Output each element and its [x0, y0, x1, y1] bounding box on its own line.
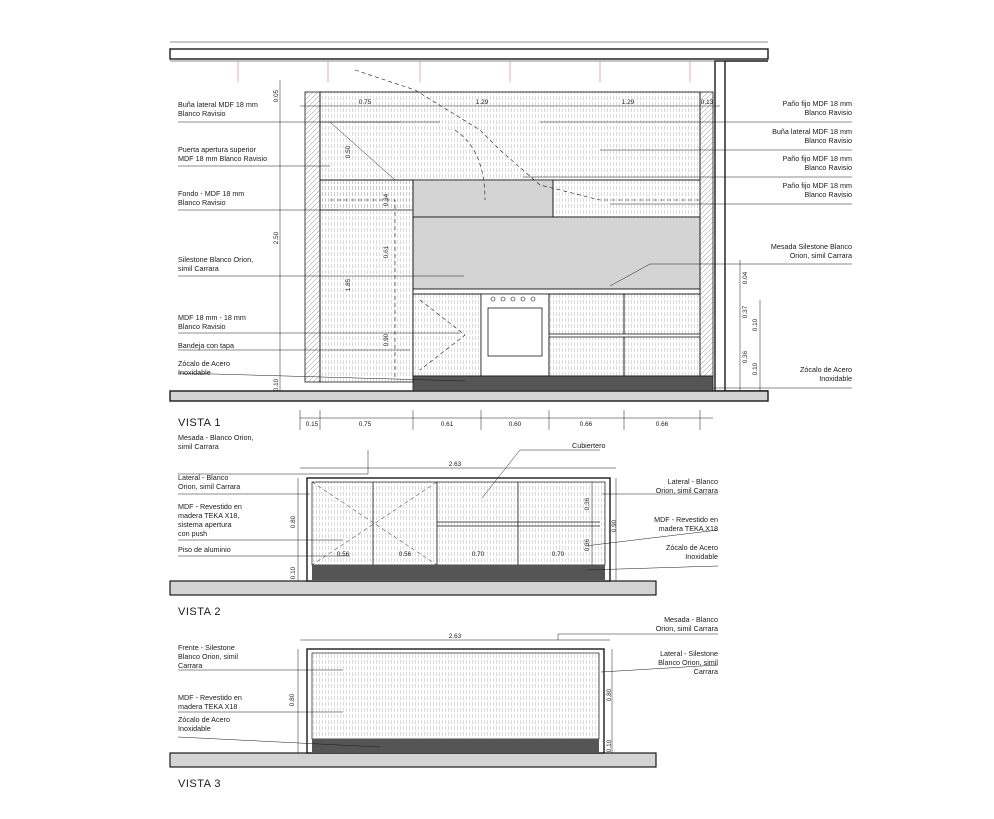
module-dim: 0.70 [471, 551, 485, 558]
label-left-0: Blanco Orion, simil [178, 652, 238, 661]
vertical-dim: 0.37 [742, 305, 749, 319]
vertical-dim: 1.85 [345, 278, 352, 292]
floor-slab [170, 391, 768, 401]
top-dim: 0.13 [700, 99, 714, 106]
vertical-dim: 0.10 [752, 318, 759, 332]
label-left-3: simil Carrara [178, 264, 219, 273]
tall-column [305, 92, 320, 382]
label-left-6: Zócalo de Acero [178, 359, 230, 368]
bottom-dim: 0.75 [358, 421, 372, 428]
view-2-floor [170, 581, 656, 595]
label-left-1: MDF - Revestido en [178, 693, 242, 702]
bottom-dim: 0.66 [655, 421, 669, 428]
right-wall [715, 61, 725, 391]
label-left-2: MDF - Revestido en [178, 502, 242, 511]
label-right-1: Lateral - Silestone [660, 649, 718, 658]
vertical-dim: 0.10 [290, 566, 297, 580]
vertical-dim: 0.50 [345, 145, 352, 159]
vertical-dim: 0.34 [383, 193, 390, 207]
top-dim: 1.29 [621, 99, 635, 106]
label-right-1: Buña lateral MDF 18 mm [772, 127, 852, 136]
label-right-5: Zócalo de Acero [800, 365, 852, 374]
vertical-dim: 0.10 [752, 362, 759, 376]
view-2 [170, 433, 718, 618]
label-left-2: Inoxidable [178, 724, 211, 733]
label-left-1: MDF 18 mm Blanco Ravisio [178, 154, 268, 163]
label-left-2: madera TEKA X18, [178, 511, 240, 520]
vertical-dim: 0.80 [289, 693, 296, 707]
vertical-dim: 0.90 [383, 333, 390, 347]
module-dim: 0.70 [551, 551, 565, 558]
label-left-0: Mesada - Blanco Orion, [178, 433, 254, 442]
label-left-0: Blanco Ravisio [178, 109, 226, 118]
view-1-title: VISTA 1 [178, 417, 222, 429]
top-dim: 1.29 [475, 99, 489, 106]
tall-cabinet [320, 180, 413, 382]
label-right-0: Orion, simil Carrara [655, 486, 718, 495]
label-left-5: Bandeja con tapa [178, 341, 234, 350]
label-left-3: Silestone Blanco Orion, [178, 255, 254, 264]
label-left-0: Buña lateral MDF 18 mm [178, 100, 258, 109]
label-right-1: MDF - Revestido en [654, 515, 718, 524]
vertical-dim: 0.10 [606, 739, 613, 753]
label-left-2: Zócalo de Acero [178, 715, 230, 724]
upper-cabinet [320, 92, 700, 180]
label-right-2: Blanco Ravisio [804, 163, 852, 172]
label-left-1: madera TEKA X18 [178, 702, 238, 711]
label-right-1: Blanco Orion, simil [658, 658, 718, 667]
label-right-5: Inoxidable [819, 374, 852, 383]
label-right-1: madera TEKA X18 [658, 524, 718, 533]
label-left-0: Frente - Silestone [178, 643, 235, 652]
bottom-dim: 0.15 [305, 421, 319, 428]
label-left-4: Blanco Ravisio [178, 322, 226, 331]
total-dim: 2.63 [448, 633, 462, 640]
total-dim: 2.63 [448, 461, 462, 468]
label-right-0: Paño fijo MDF 18 mm [782, 99, 852, 108]
label-left-2: sistema apertura [178, 520, 232, 529]
niche [413, 180, 553, 217]
vertical-dim: 0.05 [273, 89, 280, 103]
view-2-title: VISTA 2 [178, 606, 222, 618]
label-right-2: Zócalo de Acero [666, 543, 718, 552]
label-left-6: Inoxidable [178, 368, 211, 377]
vertical-dim: 0.36 [742, 350, 749, 364]
callout-label: Cubiertero [572, 441, 606, 450]
label-left-2: Fondo - MDF 18 mm [178, 189, 245, 198]
label-left-4: MDF 18 mm - 18 mm [178, 313, 246, 322]
label-right-0: Lateral - Blanco [667, 477, 718, 486]
view-3-floor [170, 753, 656, 767]
vertical-dim: 0.61 [383, 245, 390, 259]
label-left-2: Blanco Ravisio [178, 198, 226, 207]
view-1-right-labels [771, 99, 852, 383]
view-1-left-labels [178, 100, 267, 377]
view-3-title: VISTA 3 [178, 778, 222, 790]
bottom-dim: 0.60 [508, 421, 522, 428]
label-right-4: Orion, simil Carrara [789, 251, 852, 260]
label-left-3: Piso de aluminio [178, 545, 231, 554]
label-left-1: Orion, simil Carrara [178, 482, 241, 491]
module-dim: 0.56 [336, 551, 350, 558]
label-right-0: Mesada - Blanco [664, 615, 718, 624]
label-right-2: Inoxidable [685, 552, 718, 561]
label-left-0: Carrara [178, 661, 203, 670]
view-2-plinth [312, 565, 605, 580]
bottom-dim: 0.66 [579, 421, 593, 428]
label-right-0: Blanco Ravisio [804, 108, 852, 117]
vertical-dim: 2.50 [273, 231, 280, 245]
backsplash [413, 217, 700, 289]
vertical-dim: 0.36 [584, 497, 591, 511]
label-right-3: Paño fijo MDF 18 mm [782, 181, 852, 190]
vertical-dim: 0.80 [606, 688, 613, 702]
label-right-1: Carrara [693, 667, 718, 676]
vertical-dim: 0.04 [742, 271, 749, 285]
worktop [413, 289, 700, 294]
label-right-4: Mesada Silestone Blanco [770, 242, 852, 251]
ceiling-fixings [238, 61, 690, 82]
label-right-3: Blanco Ravisio [804, 190, 852, 199]
vertical-dim: 0.90 [611, 519, 618, 533]
label-right-0: Orion, simil Carrara [655, 624, 718, 633]
label-right-2: Paño fijo MDF 18 mm [782, 154, 852, 163]
label-left-1: Puerta apertura superior [178, 145, 256, 154]
label-right-1: Blanco Ravisio [804, 136, 852, 145]
top-dim: 0.75 [358, 99, 372, 106]
label-left-1: Lateral - Blanco [178, 473, 229, 482]
label-left-0: simil Carrara [178, 442, 219, 451]
view-3 [170, 615, 718, 790]
plinth [413, 376, 713, 391]
module-dim: 0.56 [398, 551, 412, 558]
vertical-dim: 0.80 [290, 515, 297, 529]
ceiling-slab [170, 49, 768, 59]
vertical-dim: 0.36 [584, 538, 591, 552]
vertical-dim: 0.10 [273, 378, 280, 392]
label-left-2: con push [178, 529, 208, 538]
view-1 [170, 42, 852, 430]
bottom-dim: 0.61 [440, 421, 454, 428]
